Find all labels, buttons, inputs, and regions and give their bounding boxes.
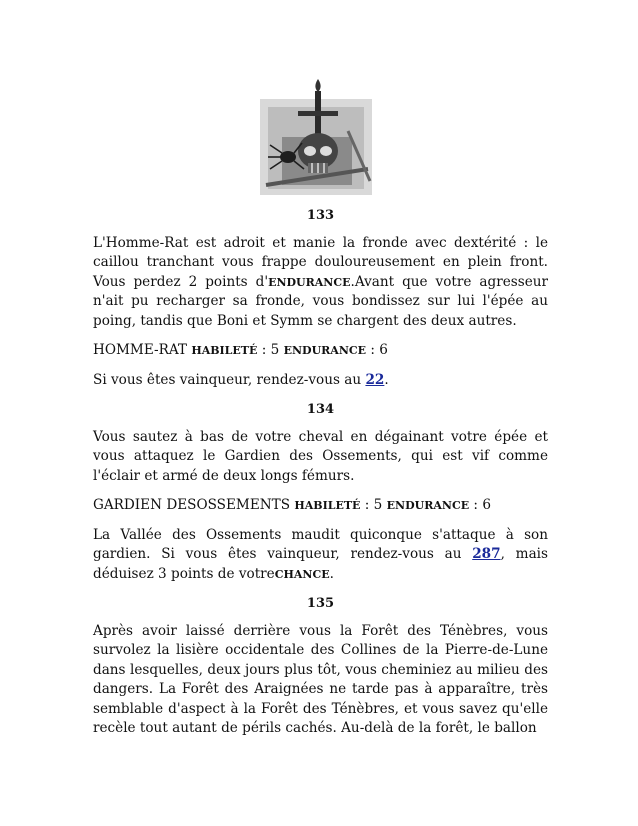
enemy-stats [93,496,548,516]
stat-name: ENDURANCE [268,275,351,289]
section-number: 134 [306,402,335,417]
paragraph: Après avoir laissé derrière vous la Forêt des Ténèbres, vous survolez la lisière occidentale des Collines de la Pierre-de-Lune dans lesquelles, deux jours plus tôt, vous cheminiez au milieu des dangers. La Forêt des Araignées ne tarde pas à apparaître, très semblable d'aspect à la Forêt des Ténèbres, et vous savez qu'elle recèle tout autant de périls cachés. Au-delà de la forêt, le ballon [93,622,548,736]
stamina-value: : 6 [370,342,388,358]
stat-name: CHANCE [274,567,330,581]
stamina-value: : 6 [473,497,491,513]
paragraph: Si vous êtes vainqueur, rendez-vous au 22. [93,371,389,388]
skull-candle-illustration [252,77,382,197]
section-number: 135 [306,596,335,611]
page-text [93,200,548,749]
skill-label: HABILETÉ [191,344,258,357]
paragraph: L'Homme-Rat est adroit et manie la fronde avec dextérité : le caillou tranchant vous frappe douloureusement en plein front. Vous perdez 2 points d'ENDURANCE.Avant que votre agresseur n'ait pu recharger sa fronde, vous bondissez sur lui l'épée au poing, tandis que Boni et Symm se chargent des deux autres. [93,234,548,329]
section-link[interactable]: 287 [472,546,501,562]
skill-value: : 5 [364,497,383,513]
section-number: 133 [306,208,335,223]
skill-value: : 5 [261,342,280,358]
enemy-name: GARDIEN DESOSSEMENTS [93,497,291,513]
skill-label: HABILETÉ [294,499,361,512]
enemy-stats [93,341,548,361]
paragraph: Vous sautez à bas de votre cheval en dégainant votre épée et vous attaquez le Gardien des Ossements, qui est vif comme l'éclair et armé de deux longs fémurs. [93,428,548,484]
paragraph: La Vallée des Ossements maudit quiconque s'attaque à son gardien. Si vous êtes vainqueur, rendez-vous au 287, mais déduisez 3 points de votreCHANCE. [93,526,548,582]
stamina-label: ENDURANCE [386,499,470,512]
stamina-label: ENDURANCE [283,344,367,357]
section-link[interactable]: 22 [365,371,385,388]
enemy-name: HOMME-RAT [93,342,187,358]
